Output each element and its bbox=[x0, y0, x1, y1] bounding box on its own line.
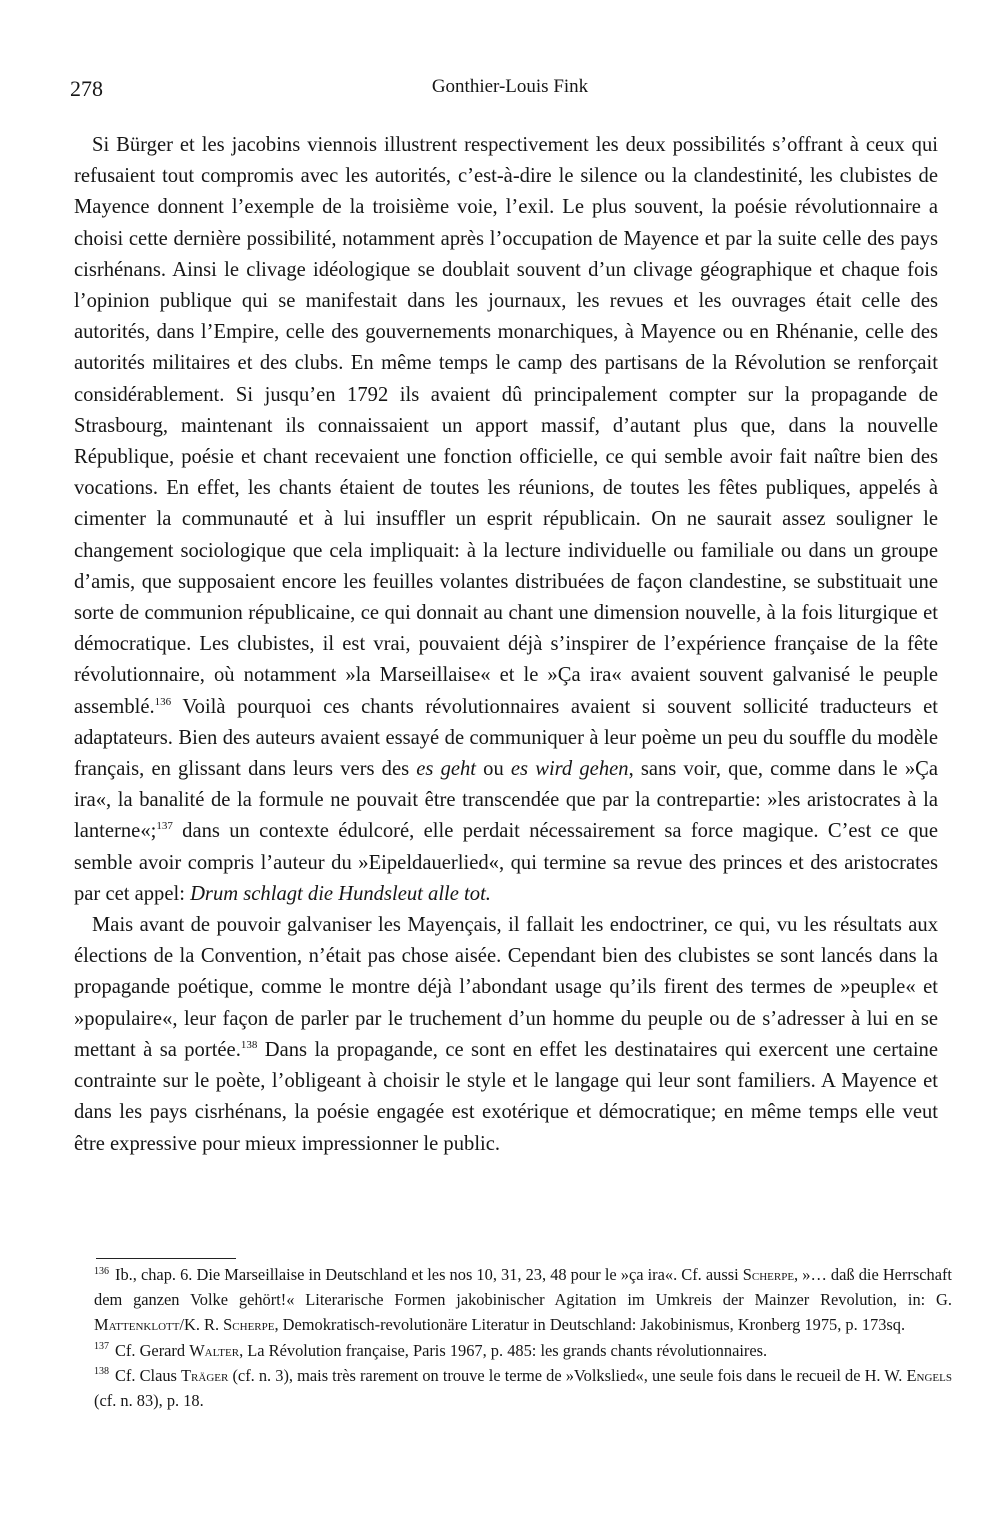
text-run: , La Révolution française, Paris 1967, p. 485: les grands chants révolutionnaires. bbox=[239, 1340, 768, 1360]
text-run: Mais avant de pouvoir galvaniser les Mayençais, il fallait les endoctriner, ce qui, vu les résultats aux élections de la Convention, n’était pas chose aisée. Cependant bien des clubistes se sont lancés dans la propagande poétique, comme le montre déjà l’abondant usage qu’ils firent des termes de »peuple« et »populaire«, leur façon de parler par le truchement d’un homme du peuple ou de s’adresser à lui en se mettant à sa portée. bbox=[74, 914, 938, 1061]
footnote-number: 137 bbox=[94, 1341, 109, 1353]
author-name: Scherpe bbox=[223, 1315, 275, 1335]
author-name: Träger bbox=[181, 1365, 229, 1385]
text-run: (cf. n. 83), p. 18. bbox=[94, 1391, 204, 1411]
footnote-number: 138 bbox=[94, 1366, 109, 1378]
footnote bbox=[94, 1363, 952, 1413]
text-run: Ib., chap. 6. Die Marseillaise in Deutschland et les nos 10, 31, 23, 48 pour le »ça ira«. Cf. aussi bbox=[115, 1265, 743, 1284]
footnote bbox=[94, 1262, 952, 1338]
paragraph bbox=[74, 130, 938, 910]
text-run: ou bbox=[476, 758, 511, 781]
author-name: Engels bbox=[906, 1365, 952, 1385]
page-number: 278 bbox=[70, 76, 103, 101]
text-run: Cf. Gerard bbox=[115, 1340, 190, 1360]
italic-phrase: es geht bbox=[416, 758, 477, 781]
author-name: Scherpe bbox=[742, 1265, 795, 1284]
footnote-ref: 136 bbox=[154, 695, 172, 708]
text-run: Cf. Claus bbox=[115, 1365, 182, 1385]
footnote-ref: 138 bbox=[240, 1039, 258, 1052]
footnotes bbox=[94, 1262, 952, 1413]
text-run: dans un contexte édulcoré, elle perdait nécessairement sa force magique. C’est ce que semble avoir compris l’auteur du »Eipeldauerlied«, qui termine sa revue des princes et des aristocrates par cet appel: bbox=[74, 820, 938, 905]
footnote-number: 136 bbox=[94, 1265, 109, 1277]
italic-phrase: es wird gehen bbox=[510, 758, 629, 781]
footnote bbox=[94, 1338, 952, 1363]
running-head: Gonthier-Louis Fink bbox=[431, 76, 589, 97]
paragraph bbox=[74, 910, 938, 1160]
author-name: Mattenklott bbox=[94, 1315, 180, 1335]
text-run: , sans voir, que, comme dans le »Ça ira«, la banalité de la formule ne pouvait être transcendée que par la contrepartie: »les aristocrates à la lanterne«; bbox=[74, 758, 938, 843]
main-text bbox=[74, 130, 938, 1160]
italic-quote: Drum schlagt die Hundsleut alle tot. bbox=[190, 882, 491, 905]
footnote-ref: 137 bbox=[156, 820, 173, 833]
footnote-separator bbox=[96, 1258, 236, 1259]
text-run: (cf. n. 3), mais très rarement on trouve le terme de »Volkslied«, une seule fois dans le recueil de H. W. bbox=[228, 1365, 907, 1385]
author-name: Walter bbox=[189, 1340, 240, 1360]
page-header bbox=[70, 76, 950, 110]
text-run: /K. R. bbox=[179, 1315, 224, 1335]
text-run: , »… daß die Herrschaft dem ganzen Volke gehört!« Literarische Formen jakobinischer Agitation im Umkreis der Mainzer Revolution, in: G. bbox=[94, 1265, 952, 1310]
text-run: Voilà pourquoi ces chants révolutionnaires avaient si souvent sollicité traducteurs et adaptateurs. Bien des auteurs avaient essayé de communiquer à leur poème un peu du souffle du modèle français, en glissant dans leurs vers des bbox=[74, 695, 938, 781]
text-run: Si Bürger et les jacobins viennois illustrent respectivement les deux possibilités s’offrant à ceux qui refusaient tout compromis avec les autorités, c’est-à-dire le silence ou la clandestinité, les clubistes de Mayence donnent l’exemple de la troisième voie, l’exil. Le plus souvent, la poésie révolutionnaire a choisi cette dernière possibilité, notamment après l’occupation de Mayence et par la suite celle des pays cisrhénans. Ainsi le clivage idéologique se doublait souvent d’un clivage géographique et chaque fois l’opinion publique qui se manifestait dans les journaux, les revues et les ouvrages était celle des autorités, dans l’Empire, celle des gouvernements monarchiques, à Mayence ou en Rhénanie, celle des autorités militaires et des clubs. En même temps le camp des partisans de la Révolution se renforçait considérablement. Si jusqu’en 1792 ils avaient dû principalement compter sur la propagande de Strasbourg, maintenant ils connaissaient un apport massif, d’autant plus que, dans la nouvelle République, poésie et chant recevaient une fonction officielle, ce qui semble avoir fait naître bien des vocations. En effet, les chants étaient de toutes les réunions, de toutes les fêtes publiques, appelés à cimenter la communauté et à lui insuffler un esprit républicain. On ne saurait assez souligner le changement sociologique que cela impliquait: à la lecture individuelle ou familiale ou dans un groupe d’amis, que supposaient encore les feuilles volantes distribuées de façon clandestine, se substituait une sorte de communion républicaine, ce qui donnait au chant une dimension nouvelle, à la fois liturgique et démocratique. Les clubistes, il est vrai, pouvaient déjà s’inspirer de l’expérience française de la fête révolutionnaire, où notamment »la Marseillaise« et le »Ça ira« avaient souvent galvanisé le peuple assemblé. bbox=[74, 134, 938, 718]
text-run: , Demokratisch-revolutionäre Literatur in Deutschland: Jakobinismus, Kronberg 1975, p. 173sq. bbox=[274, 1315, 906, 1335]
text-run: Dans la propagande, ce sont en effet les destinataires qui exercent une certaine contrainte sur le poète, l’obligeant à choisir le style et le langage qui leur sont familiers. A Mayence et dans les pays cisrhénans, la poésie engagée est exotérique et démocratique; en même temps elle veut être expressive pour mieux impressionner le public. bbox=[74, 1038, 938, 1155]
